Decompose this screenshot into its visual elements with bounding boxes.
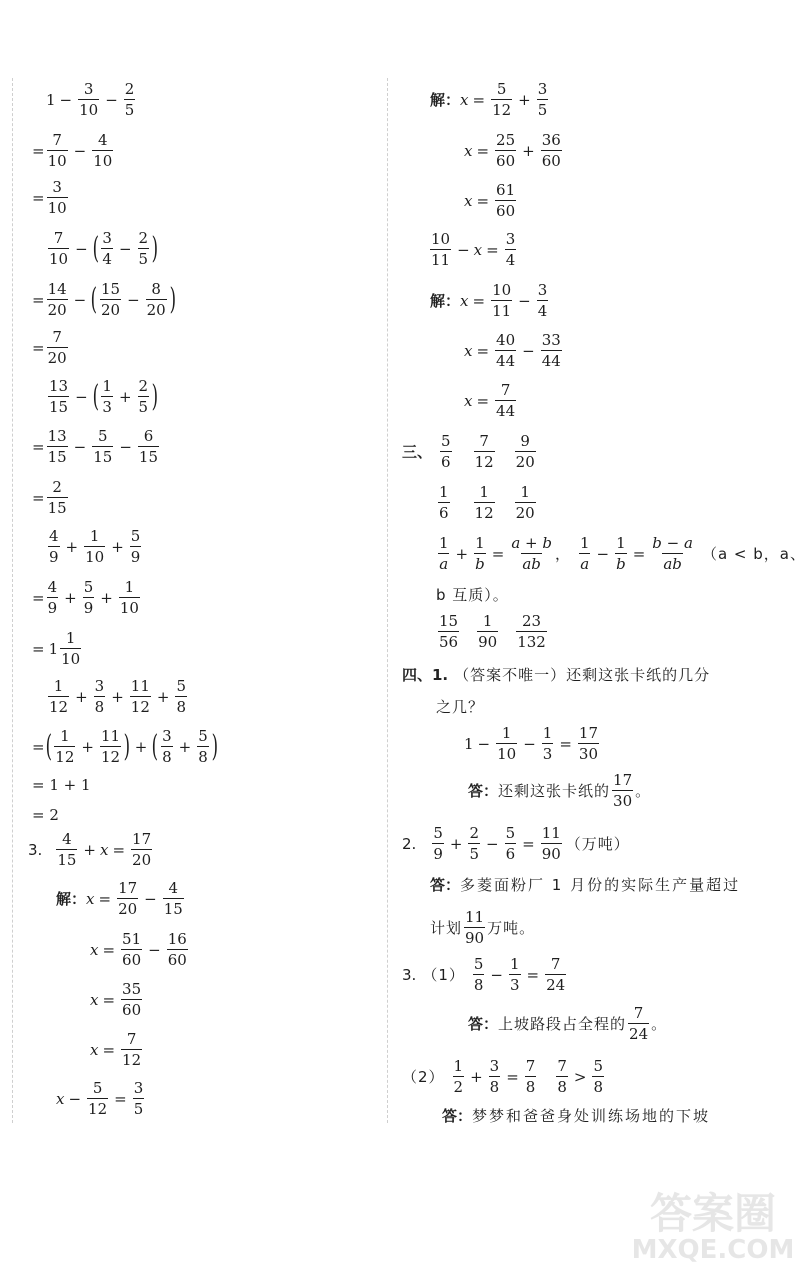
left-line-13: $\frac{1}{12}$ + $\frac{3}{8}$ + $\frac{11}{12}$ + $\frac{5}{8}$ [49,677,187,716]
fraction: $\frac{1}{90}$ [478,612,498,651]
fraction: $\frac{a + b}{ab}$ [511,534,552,573]
fraction: $\frac{1}{20}$ [515,483,535,522]
fraction: $\frac{11}{12}$ [130,677,150,716]
column-divider [387,78,388,1123]
fraction: $\frac{4}{15}$ [163,879,183,918]
fraction: $\frac{5}{6}$ [505,824,516,863]
fraction: $\frac{40}{44}$ [496,331,516,370]
section-4-equation: 1 − $\frac{1}{10}$ − $\frac{1}{3}$ = $\frac{17}{30}$ [464,724,599,763]
section-4-q3-part2: （2） $\frac{1}{2}$ + $\frac{3}{8}$ = $\frac{7}{8}$ $\frac{7}{8}$ > $\frac{5}{8}$ [402,1057,604,1096]
left-line-1: 1 − $\frac{3}{10}$ − $\frac{2}{5}$ [46,80,135,119]
fraction: $\frac{15}{56}$ [439,612,459,651]
number: 1 [46,90,56,109]
fraction: $\frac{5}{8}$ [473,955,484,994]
fraction: $\frac{1}{12}$ [49,677,69,716]
fraction: $\frac{1}{10}$ [61,629,81,668]
section-4-q2-answer: 答：多菱面粉厂 1 月份的实际生产量超过 [430,876,741,894]
section-3-row-2 [436,483,538,522]
fraction: $\frac{b - a}{ab}$ [652,534,693,573]
section-3-row-1: 三、 $\frac{5}{6}$ $\frac{7}{12}$ $\frac{9}{20}$ [402,432,535,471]
fraction: $\frac{11}{90}$ [465,908,485,947]
fraction: $\frac{7}{24}$ [629,1004,649,1043]
fraction: $\frac{1}{10}$ [85,527,105,566]
left-line-6: = $\frac{7}{20}$ [32,328,67,367]
fraction: $\frac{35}{60}$ [122,980,142,1019]
fraction: $\frac{17}{30}$ [613,771,633,810]
fraction: $\frac{5}{8}$ [198,727,208,766]
fraction: $\frac{5}{15}$ [93,427,113,466]
left-line-9: = $\frac{2}{15}$ [32,478,67,517]
fraction: $\frac{13}{15}$ [47,427,67,466]
right-line-5: 解： x = $\frac{10}{11}$ − $\frac{3}{4}$ [430,281,548,320]
section-4-q2: 2. $\frac{5}{9}$ + $\frac{2}{5}$ − $\frac{5}{6}$ = $\frac{11}{90}$ （万吨） [402,824,630,863]
fraction: $\frac{7}{20}$ [47,328,67,367]
section-4-q3-answer: 答： 上坡路段占全程的 $\frac{7}{24}$ 。 [468,1004,668,1043]
fraction: $\frac{11}{90}$ [541,824,561,863]
fraction: $\frac{7}{10}$ [49,229,69,268]
fraction: $\frac{1}{10}$ [119,578,139,617]
fraction: $\frac{3}{10}$ [79,80,99,119]
section-3-formula: $\frac{1}{a}$ + $\frac{1}{b}$ = $\frac{a + b}{ab}$ ， $\frac{1}{a}$ − $\frac{1}{b}$ = $\frac{b - a}{ab}$ （a < b，a、 [439,534,806,573]
section-4-q3: 3. （1） $\frac{5}{8}$ − $\frac{1}{3}$ = $\frac{7}{24}$ [402,955,566,994]
left-line-7: $\frac{13}{15}$ − ( $\frac{1}{3}$ + $\frac{2}{5}$ ) [49,377,159,416]
section-4-question: 四、1. （答案不唯一）还剩这张卡纸的几分 [402,666,711,684]
fraction: $\frac{3}{8}$ [162,727,172,766]
fraction: $\frac{51}{60}$ [122,930,142,969]
fraction: $\frac{1}{a}$ [579,534,590,573]
fraction: $\frac{3}{4}$ [102,229,112,268]
fraction: $\frac{2}{5}$ [124,80,135,119]
fraction: $\frac{5}{8}$ [593,1057,604,1096]
section-3-row-4 [436,612,549,651]
fraction: $\frac{1}{6}$ [439,483,449,522]
left-line-16: = 2 [32,806,59,824]
section-3-condition: b 互质）。 [436,586,509,604]
fraction: $\frac{7}{12}$ [474,432,494,471]
q3-solution-2: x = $\frac{51}{60}$ − $\frac{16}{60}$ [90,930,187,969]
fraction: $\frac{3}{4}$ [537,281,548,320]
question-3: 3. $\frac{4}{15}$ + x = $\frac{17}{20}$ [28,830,152,869]
section-4-question-cont: 之几？ [436,698,485,716]
fraction: $\frac{5}{12}$ [492,80,512,119]
left-line-15: = 1 + 1 [32,776,91,794]
fraction: $\frac{1}{b}$ [475,534,485,573]
right-line-2: x = $\frac{25}{60}$ + $\frac{36}{60}$ [464,131,561,170]
fraction: $\frac{1}{3}$ [509,955,520,994]
left-line-14: = ( $\frac{1}{12}$ + $\frac{11}{12}$ ) + ( $\frac{3}{8}$ + $\frac{5}{8}$ ) [32,727,218,766]
fraction: $\frac{7}{8}$ [557,1057,567,1096]
fraction: $\frac{17}{20}$ [132,830,152,869]
watermark: 答案圈 MXQE.COM [631,1189,795,1265]
left-line-2: = $\frac{7}{10}$ − $\frac{4}{10}$ [32,131,113,170]
fraction: $\frac{36}{60}$ [541,131,561,170]
fraction: $\frac{1}{12}$ [55,727,75,766]
section-4-q2-answer-cont: 计划 $\frac{11}{90}$ 万吨。 [430,908,536,947]
left-line-10: $\frac{4}{9}$ + $\frac{1}{10}$ + $\frac{5}{9}$ [49,527,141,566]
fraction: $\frac{1}{3}$ [542,724,553,763]
fraction: $\frac{5}{6}$ [441,432,451,471]
fraction: $\frac{4}{9}$ [49,527,59,566]
fraction: $\frac{3}{4}$ [505,230,516,269]
right-line-7: x = $\frac{7}{44}$ [464,381,516,420]
fraction: $\frac{1}{2}$ [453,1057,464,1096]
q3-equation-2: x − $\frac{5}{12}$ = $\frac{3}{5}$ [56,1079,144,1118]
fraction: $\frac{6}{15}$ [138,427,159,466]
right-line-3: x = $\frac{61}{60}$ [464,181,516,220]
section-4-q3-part2-answer: 答：梦梦和爸爸身处训练场地的下坡 [442,1107,711,1125]
section-4-answer: 答： 还剩这张卡纸的 $\frac{17}{30}$ 。 [468,771,652,810]
fraction: $\frac{15}{20}$ [100,280,121,319]
left-line-11: = $\frac{4}{9}$ + $\frac{5}{9}$ + $\frac{1}{10}$ [32,578,139,617]
fraction: $\frac{1}{b}$ [616,534,626,573]
left-line-5: = $\frac{14}{20}$ − ( $\frac{15}{20}$ − $\frac{8}{20}$ ) [32,280,176,319]
fraction: $\frac{4}{9}$ [47,578,58,617]
fraction: $\frac{17}{30}$ [578,724,599,763]
fraction: $\frac{5}{9}$ [130,527,141,566]
left-line-4: $\frac{7}{10}$ − ( $\frac{3}{4}$ − $\frac{2}{5}$ ) [49,229,159,268]
right-line-1: 解： x = $\frac{5}{12}$ + $\frac{3}{5}$ [430,80,548,119]
right-line-4: $\frac{10}{11}$ − x = $\frac{3}{4}$ [431,230,516,269]
fraction: $\frac{1}{10}$ [497,724,517,763]
fraction: $\frac{2}{15}$ [47,478,67,517]
fraction: $\frac{7}{8}$ [525,1057,536,1096]
fraction: $\frac{14}{20}$ [47,280,67,319]
fraction: $\frac{10}{11}$ [492,281,512,320]
fraction: $\frac{7}{24}$ [546,955,566,994]
right-line-6: x = $\frac{40}{44}$ − $\frac{33}{44}$ [464,331,561,370]
fraction: $\frac{2}{5}$ [138,377,149,416]
fraction: $\frac{3}{10}$ [47,178,67,217]
q3-solution-1: 解： x = $\frac{17}{20}$ − $\frac{4}{15}$ [56,879,183,918]
left-margin-line [12,78,13,1123]
q3-solution-3: x = $\frac{35}{60}$ [90,980,142,1019]
fraction: $\frac{61}{60}$ [496,181,516,220]
fraction: $\frac{7}{12}$ [122,1030,142,1069]
fraction: $\frac{33}{44}$ [541,331,561,370]
q3-solution-4: x = $\frac{7}{12}$ [90,1030,142,1069]
fraction: $\frac{13}{15}$ [49,377,69,416]
fraction: $\frac{8}{20}$ [146,280,166,319]
fraction: $\frac{1}{a}$ [439,534,449,573]
fraction: $\frac{25}{60}$ [496,131,516,170]
left-line-12: = 1 $\frac{1}{10}$ [32,629,81,668]
fraction: $\frac{3}{5}$ [133,1079,144,1118]
fraction: $\frac{5}{12}$ [88,1079,108,1118]
fraction: $\frac{3}{8}$ [94,677,105,716]
fraction: $\frac{1}{12}$ [474,483,494,522]
fraction: $\frac{4}{15}$ [57,830,77,869]
fraction: $\frac{9}{20}$ [515,432,535,471]
left-line-3: = $\frac{3}{10}$ [32,178,67,217]
fraction: $\frac{5}{9}$ [83,578,94,617]
fraction: $\frac{7}{10}$ [47,131,67,170]
fraction: $\frac{10}{11}$ [431,230,451,269]
fraction: $\frac{16}{60}$ [167,930,187,969]
fraction: $\frac{11}{12}$ [100,727,121,766]
fraction: $\frac{3}{8}$ [489,1057,500,1096]
fraction: $\frac{4}{10}$ [93,131,113,170]
fraction: $\frac{3}{5}$ [537,80,548,119]
fraction: $\frac{5}{8}$ [176,677,187,716]
fraction: $\frac{7}{44}$ [496,381,516,420]
left-line-8: = $\frac{13}{15}$ − $\frac{5}{15}$ − $\frac{6}{15}$ [32,427,159,466]
fraction: $\frac{2}{5}$ [138,229,149,268]
fraction: $\frac{17}{20}$ [118,879,138,918]
fraction: $\frac{5}{9}$ [433,824,443,863]
fraction: $\frac{23}{132}$ [517,612,546,651]
fraction: $\frac{2}{5}$ [469,824,479,863]
fraction: $\frac{1}{3}$ [102,377,112,416]
